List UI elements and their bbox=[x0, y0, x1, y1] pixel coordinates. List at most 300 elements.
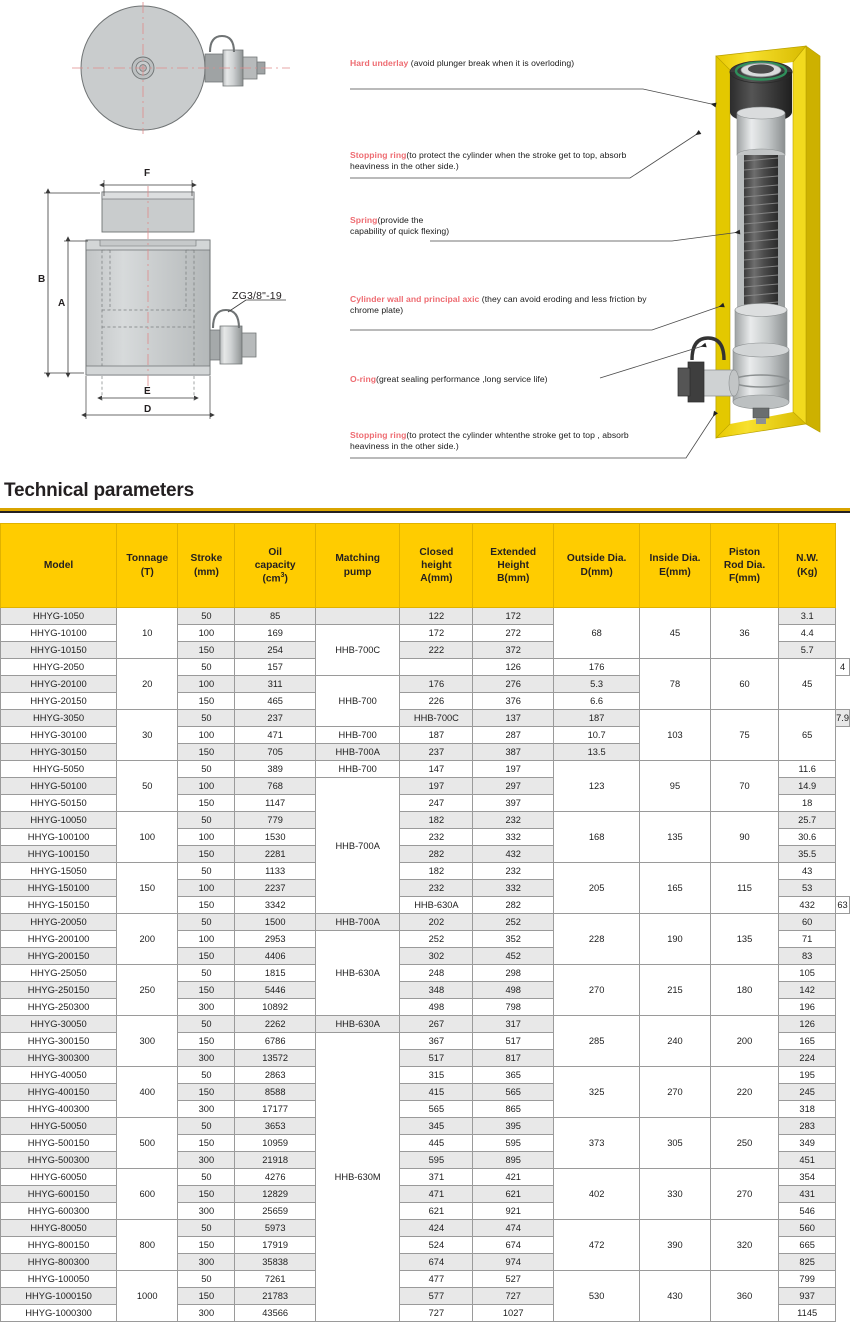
table-cell: 332 bbox=[473, 829, 554, 846]
table-cell: 1133 bbox=[235, 863, 315, 880]
table-cell: 4406 bbox=[235, 948, 315, 965]
top-view-drawing bbox=[72, 2, 290, 134]
table-cell: 25.7 bbox=[779, 812, 836, 829]
table-cell: HHYG-30050 bbox=[1, 1016, 117, 1033]
table-cell: 498 bbox=[473, 982, 554, 999]
table-cell: 195 bbox=[779, 1067, 836, 1084]
table-cell: 674 bbox=[473, 1237, 554, 1254]
table-cell: 2863 bbox=[235, 1067, 315, 1084]
table-row bbox=[1, 710, 850, 727]
table-cell: 330 bbox=[640, 1169, 711, 1220]
page-title: Technical parameters bbox=[4, 480, 194, 501]
table-cell: 21783 bbox=[235, 1288, 315, 1305]
table-cell: 595 bbox=[473, 1135, 554, 1152]
table-cell: HHYG-150150 bbox=[1, 897, 117, 914]
table-header-cell: Oil capacity $(cm^3)$ bbox=[235, 524, 315, 608]
table-cell: 799 bbox=[779, 1271, 836, 1288]
table-cell: 126 bbox=[779, 1016, 836, 1033]
table-cell: HHYG-1000300 bbox=[1, 1305, 117, 1322]
table-row bbox=[1, 863, 850, 880]
table-cell: 272 bbox=[473, 625, 554, 642]
table-cell: 200 bbox=[710, 1016, 779, 1067]
table-cell: 577 bbox=[400, 1288, 473, 1305]
callout-text: (to protect the cylinder whtenthe stroke get to top , absorb heaviness in the other side.) bbox=[350, 430, 629, 452]
table-cell: 50 bbox=[178, 965, 235, 982]
table-cell: 75 bbox=[710, 710, 779, 761]
table-cell: 365 bbox=[473, 1067, 554, 1084]
table-cell: HHYG-500300 bbox=[1, 1152, 117, 1169]
table-cell: HHYG-800300 bbox=[1, 1254, 117, 1271]
table-cell: 150 bbox=[178, 795, 235, 812]
table-row bbox=[1, 761, 850, 778]
table-cell: 182 bbox=[400, 863, 473, 880]
table-cell: 10 bbox=[117, 608, 178, 659]
table-cell: 285 bbox=[554, 1016, 640, 1067]
table-cell: 320 bbox=[710, 1220, 779, 1271]
table-cell: HHB-700 bbox=[315, 761, 400, 778]
table-header-cell: N.W. (Kg) bbox=[779, 524, 836, 608]
table-cell: 85 bbox=[235, 608, 315, 625]
table-cell: HHYG-600300 bbox=[1, 1203, 117, 1220]
table-cell: 180 bbox=[710, 965, 779, 1016]
table-cell: 895 bbox=[473, 1152, 554, 1169]
table-cell: 2281 bbox=[235, 846, 315, 863]
table-cell: 63 bbox=[836, 897, 850, 914]
table-cell: 250 bbox=[710, 1118, 779, 1169]
table-cell: 196 bbox=[779, 999, 836, 1016]
table-cell: 150 bbox=[117, 863, 178, 914]
callout-keyword: Stopping ring bbox=[350, 150, 407, 160]
dimension-label-a: A bbox=[58, 298, 66, 309]
table-cell: 122 bbox=[400, 608, 473, 625]
table-cell: 247 bbox=[400, 795, 473, 812]
table-cell: 187 bbox=[400, 727, 473, 744]
table-cell: 421 bbox=[473, 1169, 554, 1186]
table-cell: 197 bbox=[400, 778, 473, 795]
table-cell: 390 bbox=[640, 1220, 711, 1271]
table-cell: 20 bbox=[117, 659, 178, 710]
table-cell: 354 bbox=[779, 1169, 836, 1186]
table-cell: 176 bbox=[400, 676, 473, 693]
product-cutaway-illustration bbox=[678, 46, 820, 438]
table-cell: 2262 bbox=[235, 1016, 315, 1033]
table-cell: 397 bbox=[473, 795, 554, 812]
table-cell: 168 bbox=[554, 812, 640, 863]
table-cell: 305 bbox=[640, 1118, 711, 1169]
table-cell: 150 bbox=[178, 642, 235, 659]
table-cell: 10.7 bbox=[554, 727, 640, 744]
table-cell: 595 bbox=[400, 1152, 473, 1169]
table-cell: 35838 bbox=[235, 1254, 315, 1271]
callout-keyword: O-ring bbox=[350, 374, 377, 384]
callout-text: (great sealing performance ,long service life) bbox=[376, 374, 548, 384]
table-cell: 1500 bbox=[235, 914, 315, 931]
table-cell: 348 bbox=[400, 982, 473, 999]
table-cell: HHYG-150100 bbox=[1, 880, 117, 897]
dimension-label-f: F bbox=[144, 168, 151, 179]
table-cell: 68 bbox=[554, 608, 640, 659]
callout-stopping-ring-upper bbox=[350, 150, 650, 173]
callout-keyword: Cylinder wall and principal axic bbox=[350, 294, 480, 304]
table-cell: 800 bbox=[117, 1220, 178, 1271]
table-cell: 7261 bbox=[235, 1271, 315, 1288]
table-cell: HHB-700A bbox=[315, 778, 400, 914]
table-cell: 565 bbox=[473, 1084, 554, 1101]
callout-spring bbox=[350, 215, 460, 238]
table-cell: 727 bbox=[473, 1288, 554, 1305]
table-cell: 50 bbox=[178, 1220, 235, 1237]
table-cell: HHB-630A bbox=[400, 897, 473, 914]
table-cell: 7.9 bbox=[836, 710, 850, 727]
table-cell: 13572 bbox=[235, 1050, 315, 1067]
table-row bbox=[1, 1271, 850, 1288]
table-cell: 50 bbox=[178, 1016, 235, 1033]
table-cell: 105 bbox=[779, 965, 836, 982]
table-cell: 474 bbox=[473, 1220, 554, 1237]
table-cell: 5.7 bbox=[779, 642, 836, 659]
table-row bbox=[1, 812, 850, 829]
table-cell: HHYG-3050 bbox=[1, 710, 117, 727]
table-cell: 50 bbox=[178, 1169, 235, 1186]
table-cell: 172 bbox=[473, 608, 554, 625]
table-cell: 373 bbox=[554, 1118, 640, 1169]
table-cell: 50 bbox=[178, 608, 235, 625]
table-cell: 50 bbox=[178, 761, 235, 778]
table-cell: 517 bbox=[400, 1050, 473, 1067]
callout-stopping-ring-lower bbox=[350, 430, 670, 453]
table-cell: 150 bbox=[178, 1033, 235, 1050]
table-cell: 471 bbox=[235, 727, 315, 744]
table-header-cell: Stroke (mm) bbox=[178, 524, 235, 608]
table-cell: HHYG-10100 bbox=[1, 625, 117, 642]
table-cell: 50 bbox=[178, 710, 235, 727]
table-body bbox=[1, 608, 850, 1322]
table-cell: 245 bbox=[779, 1084, 836, 1101]
table-cell: 50 bbox=[178, 812, 235, 829]
table-header-cell: Piston Rod Dia. F(mm) bbox=[710, 524, 779, 608]
table-cell: 78 bbox=[640, 659, 711, 710]
table-cell: 270 bbox=[640, 1067, 711, 1118]
table-cell: 432 bbox=[779, 897, 836, 914]
table-cell: 465 bbox=[235, 693, 315, 710]
table-cell: 283 bbox=[779, 1118, 836, 1135]
table-cell: 387 bbox=[473, 744, 554, 761]
table-row bbox=[1, 608, 850, 625]
table-cell: 621 bbox=[400, 1203, 473, 1220]
table-cell: 300 bbox=[178, 1101, 235, 1118]
table-row bbox=[1, 1118, 850, 1135]
section-heading-block bbox=[0, 470, 850, 513]
table-cell: 451 bbox=[779, 1152, 836, 1169]
table-cell: 600 bbox=[117, 1169, 178, 1220]
table-cell: 240 bbox=[640, 1016, 711, 1067]
table-cell: 150 bbox=[178, 1288, 235, 1305]
table-cell: 1145 bbox=[779, 1305, 836, 1322]
table-cell: 471 bbox=[400, 1186, 473, 1203]
table-cell: 360 bbox=[710, 1271, 779, 1322]
table-cell: 232 bbox=[400, 880, 473, 897]
table-cell: HHYG-2050 bbox=[1, 659, 117, 676]
table-cell: 376 bbox=[473, 693, 554, 710]
table-cell: 12829 bbox=[235, 1186, 315, 1203]
table-cell: 142 bbox=[779, 982, 836, 999]
table-row bbox=[1, 1169, 850, 1186]
table-row bbox=[1, 659, 850, 676]
table-cell: 300 bbox=[178, 999, 235, 1016]
table-header-cell: Tonnage (T) bbox=[117, 524, 178, 608]
table-header-cell: Extended Height B(mm) bbox=[473, 524, 554, 608]
technical-parameters-table bbox=[0, 523, 850, 1322]
table-cell: HHYG-400150 bbox=[1, 1084, 117, 1101]
table-cell: 817 bbox=[473, 1050, 554, 1067]
table-cell: HHYG-15050 bbox=[1, 863, 117, 880]
callout-keyword: Spring bbox=[350, 215, 378, 225]
table-cell: 17919 bbox=[235, 1237, 315, 1254]
table-cell: 147 bbox=[400, 761, 473, 778]
table-cell: HHYG-300150 bbox=[1, 1033, 117, 1050]
table-header-cell: Closed height A(mm) bbox=[400, 524, 473, 608]
callout-o-ring bbox=[350, 374, 650, 385]
table-cell: 937 bbox=[779, 1288, 836, 1305]
table-cell: HHB-700C bbox=[400, 710, 473, 727]
callout-text: (to protect the cylinder when the stroke get to top, absorb heaviness in the other side.) bbox=[350, 150, 627, 172]
table-cell: 3.1 bbox=[779, 608, 836, 625]
table-cell: 222 bbox=[400, 642, 473, 659]
table-cell: 43566 bbox=[235, 1305, 315, 1322]
table-cell: 798 bbox=[473, 999, 554, 1016]
table-cell: 10959 bbox=[235, 1135, 315, 1152]
table-cell: HHB-700A bbox=[315, 914, 400, 931]
table-cell: 176 bbox=[554, 659, 640, 676]
table-cell: 232 bbox=[473, 812, 554, 829]
table-cell: 165 bbox=[779, 1033, 836, 1050]
table-cell: 4276 bbox=[235, 1169, 315, 1186]
dimension-label-e: E bbox=[144, 386, 151, 397]
table-cell: 325 bbox=[554, 1067, 640, 1118]
table-cell: 311 bbox=[235, 676, 315, 693]
callout-text: (avoid plunger break when it is overloding) bbox=[408, 58, 575, 68]
table-cell: HHYG-250150 bbox=[1, 982, 117, 999]
table-cell: 517 bbox=[473, 1033, 554, 1050]
callout-leader-lines bbox=[350, 89, 740, 458]
table-cell: HHB-700 bbox=[315, 676, 400, 727]
table-cell: 1000 bbox=[117, 1271, 178, 1322]
table-cell: HHYG-20100 bbox=[1, 676, 117, 693]
table-cell: 90 bbox=[710, 812, 779, 863]
table-cell: 527 bbox=[473, 1271, 554, 1288]
heading-rule-dark bbox=[0, 511, 850, 513]
table-cell: 50 bbox=[178, 863, 235, 880]
table-cell: 17177 bbox=[235, 1101, 315, 1118]
table-cell: 3342 bbox=[235, 897, 315, 914]
table-cell: 100 bbox=[178, 778, 235, 795]
table-cell: 226 bbox=[400, 693, 473, 710]
table-cell: HHYG-40050 bbox=[1, 1067, 117, 1084]
table-cell: 2953 bbox=[235, 931, 315, 948]
table-cell: 430 bbox=[640, 1271, 711, 1322]
table-cell: 202 bbox=[400, 914, 473, 931]
table-cell: HHYG-250300 bbox=[1, 999, 117, 1016]
table-row bbox=[1, 965, 850, 982]
table-cell: 432 bbox=[473, 846, 554, 863]
table-cell: 18 bbox=[779, 795, 836, 812]
table-cell: 400 bbox=[117, 1067, 178, 1118]
table-cell: 224 bbox=[779, 1050, 836, 1067]
table-cell: 402 bbox=[554, 1169, 640, 1220]
table-cell: 220 bbox=[710, 1067, 779, 1118]
table-cell: 165 bbox=[640, 863, 711, 914]
table-cell: HHYG-20150 bbox=[1, 693, 117, 710]
table-cell: HHYG-600150 bbox=[1, 1186, 117, 1203]
table-cell: 431 bbox=[779, 1186, 836, 1203]
table-cell: 100 bbox=[178, 829, 235, 846]
table-cell: 150 bbox=[178, 1135, 235, 1152]
table-cell: 8588 bbox=[235, 1084, 315, 1101]
table-cell: 282 bbox=[400, 846, 473, 863]
table-cell: HHYG-50150 bbox=[1, 795, 117, 812]
table-cell: 25659 bbox=[235, 1203, 315, 1220]
table-cell: 30 bbox=[117, 710, 178, 761]
table-cell: 389 bbox=[235, 761, 315, 778]
table-header-cell: Outside Dia. D(mm) bbox=[554, 524, 640, 608]
table-cell: HHB-630A bbox=[315, 931, 400, 1016]
table-cell: 445 bbox=[400, 1135, 473, 1152]
table-cell: 232 bbox=[400, 829, 473, 846]
table-cell: 150 bbox=[178, 1237, 235, 1254]
table-cell: 237 bbox=[400, 744, 473, 761]
table-cell: 103 bbox=[640, 710, 711, 761]
table-cell: 60 bbox=[710, 659, 779, 710]
table-cell: HHYG-100100 bbox=[1, 829, 117, 846]
table-cell bbox=[400, 659, 473, 676]
table-cell: 150 bbox=[178, 693, 235, 710]
table-cell: 115 bbox=[710, 863, 779, 914]
table-cell: HHB-700A bbox=[315, 744, 400, 761]
table-cell: 300 bbox=[178, 1305, 235, 1322]
table-cell: HHYG-500150 bbox=[1, 1135, 117, 1152]
table-cell: 318 bbox=[779, 1101, 836, 1118]
table-cell: 452 bbox=[473, 948, 554, 965]
table-cell: 200 bbox=[117, 914, 178, 965]
table-cell: 287 bbox=[473, 727, 554, 744]
table-cell: 768 bbox=[235, 778, 315, 795]
table-cell: 169 bbox=[235, 625, 315, 642]
table-cell: 21918 bbox=[235, 1152, 315, 1169]
table-cell: 50 bbox=[178, 1271, 235, 1288]
table-header-cell: Model bbox=[1, 524, 117, 608]
table-cell: 60 bbox=[779, 914, 836, 931]
table-cell: HHYG-20050 bbox=[1, 914, 117, 931]
table-cell: 302 bbox=[400, 948, 473, 965]
table-cell: HHYG-10150 bbox=[1, 642, 117, 659]
table-cell: 865 bbox=[473, 1101, 554, 1118]
table-cell: 6.6 bbox=[554, 693, 640, 710]
table-cell: 332 bbox=[473, 880, 554, 897]
table-cell: 150 bbox=[178, 846, 235, 863]
table-cell: HHYG-400300 bbox=[1, 1101, 117, 1118]
table-cell: 345 bbox=[400, 1118, 473, 1135]
table-cell: 65 bbox=[779, 710, 836, 761]
table-cell: 228 bbox=[554, 914, 640, 965]
table-cell: 674 bbox=[400, 1254, 473, 1271]
table-cell: 500 bbox=[117, 1118, 178, 1169]
table-cell: 825 bbox=[779, 1254, 836, 1271]
table-cell: 254 bbox=[235, 642, 315, 659]
table-cell: 135 bbox=[640, 812, 711, 863]
table-cell: 349 bbox=[779, 1135, 836, 1152]
callout-keyword: Hard underlay bbox=[350, 58, 409, 68]
table-cell: 100 bbox=[178, 727, 235, 744]
table-row bbox=[1, 914, 850, 931]
table-cell: HHYG-200150 bbox=[1, 948, 117, 965]
table-cell: 3653 bbox=[235, 1118, 315, 1135]
table-cell: 300 bbox=[117, 1016, 178, 1067]
table-cell: 300 bbox=[178, 1152, 235, 1169]
table-cell: 372 bbox=[473, 642, 554, 659]
table-cell bbox=[315, 608, 400, 625]
table-cell: 4.4 bbox=[779, 625, 836, 642]
table-row bbox=[1, 1016, 850, 1033]
table-cell: 472 bbox=[554, 1220, 640, 1271]
table-cell: 126 bbox=[473, 659, 554, 676]
table-cell: 100 bbox=[178, 625, 235, 642]
table-cell: HHYG-30150 bbox=[1, 744, 117, 761]
table-cell: 190 bbox=[640, 914, 711, 965]
table-cell: 13.5 bbox=[554, 744, 640, 761]
table-cell: HHYG-1050 bbox=[1, 608, 117, 625]
table-cell: 665 bbox=[779, 1237, 836, 1254]
table-cell: 150 bbox=[178, 744, 235, 761]
table-cell: 5446 bbox=[235, 982, 315, 999]
callout-cylinder-wall bbox=[350, 294, 650, 317]
table-cell: 50 bbox=[117, 761, 178, 812]
table-cell: 4 bbox=[836, 659, 850, 676]
table-cell: 705 bbox=[235, 744, 315, 761]
table-cell: HHYG-100050 bbox=[1, 1271, 117, 1288]
table-cell: 137 bbox=[473, 710, 554, 727]
table-cell: 367 bbox=[400, 1033, 473, 1050]
table-cell: 53 bbox=[779, 880, 836, 897]
table-cell: 14.9 bbox=[779, 778, 836, 795]
table-cell: 30.6 bbox=[779, 829, 836, 846]
table-cell: 371 bbox=[400, 1169, 473, 1186]
table-cell: 974 bbox=[473, 1254, 554, 1271]
table-cell: 317 bbox=[473, 1016, 554, 1033]
table-cell: 215 bbox=[640, 965, 711, 1016]
table-cell: 150 bbox=[178, 948, 235, 965]
table-cell: HHYG-800150 bbox=[1, 1237, 117, 1254]
table-cell: HHYG-5050 bbox=[1, 761, 117, 778]
thread-spec-label: ZG3/8"-19 bbox=[232, 290, 282, 302]
table-cell: 157 bbox=[235, 659, 315, 676]
table-cell: 50 bbox=[178, 1118, 235, 1135]
table-cell: 560 bbox=[779, 1220, 836, 1237]
table-cell: 35.5 bbox=[779, 846, 836, 863]
table-cell: 123 bbox=[554, 761, 640, 812]
table-cell: 727 bbox=[400, 1305, 473, 1322]
table-cell: 300 bbox=[178, 1203, 235, 1220]
table-cell: 352 bbox=[473, 931, 554, 948]
table-cell: 250 bbox=[117, 965, 178, 1016]
table-cell: 43 bbox=[779, 863, 836, 880]
table-cell: HHYG-30100 bbox=[1, 727, 117, 744]
table-cell: 252 bbox=[400, 931, 473, 948]
table-cell: 546 bbox=[779, 1203, 836, 1220]
table-cell: 282 bbox=[473, 897, 554, 914]
table-cell: HHB-630M bbox=[315, 1033, 400, 1322]
callout-hard-underlay bbox=[350, 58, 650, 69]
table-cell: 10892 bbox=[235, 999, 315, 1016]
